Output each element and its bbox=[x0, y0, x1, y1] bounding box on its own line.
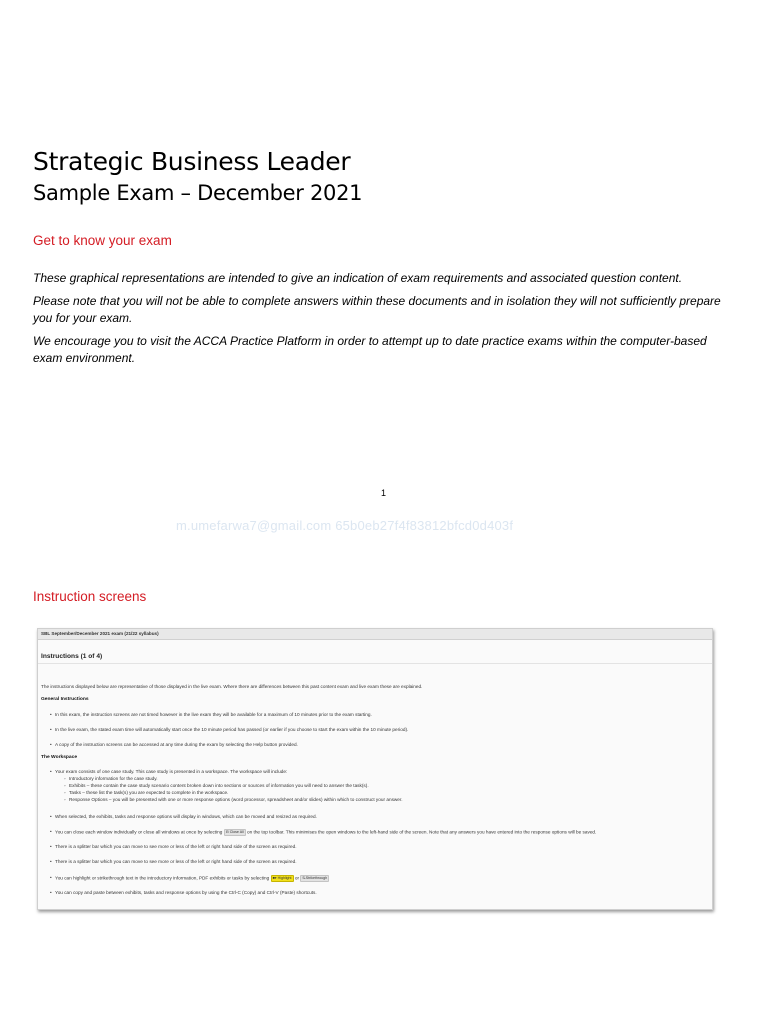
list-item bbox=[55, 875, 329, 882]
sub-list-item: ◦ Tasks – these list the task(s) you are expected to complete in the workspace. bbox=[69, 790, 228, 796]
list-item: • In this exam, the instruction screens are not timed however in the live exam they will be available for a maximum of 10 minutes prior to the exam starting. bbox=[55, 712, 372, 718]
sub-list-item: ◦ Response Options – you will be presented with one or more response options (word processor, spreadsheet and/or slides) within which to construct your answer. bbox=[69, 797, 403, 803]
close-all-label: Close All bbox=[229, 830, 244, 834]
list-item: • A copy of the instruction screens can be accessed at any time during the exam by selecting the Help button provided. bbox=[55, 742, 298, 748]
sub-list-item: ◦ Exhibits – these contain the case study scenario content broken down into sections or sources of information you will need to answer the task(s). bbox=[69, 783, 369, 789]
list-item: • There is a splitter bar which you can move to see more or less of the left or right hand side of the screen as required. bbox=[55, 859, 297, 865]
intro-paragraph-2: Please note that you will not be able to complete answers within these documents and in isolation they will not sufficiently prepare you for your exam. bbox=[33, 294, 721, 325]
instruction-screenshot bbox=[37, 628, 713, 910]
strikethrough-button[interactable] bbox=[300, 875, 329, 882]
section-heading-get-to-know: Get to know your exam bbox=[33, 233, 172, 248]
highlight-swatch-icon: ■ bbox=[272, 876, 275, 880]
highlight-label: Highlight bbox=[277, 876, 292, 880]
intro-text bbox=[33, 270, 733, 373]
list-item: • In the live exam, the stated exam time will automatically start once the 10 minute period has passed (or earlier if you choose to start the exam within the 10 minute period). bbox=[55, 727, 408, 733]
document-subtitle: Sample Exam – December 2021 bbox=[33, 181, 363, 205]
document-title: Strategic Business Leader bbox=[33, 147, 351, 176]
screenshot-heading: Instructions (1 of 4) bbox=[38, 640, 712, 664]
sub-list-item: ◦ Introductory information for the case study. bbox=[69, 776, 158, 782]
highlight-button[interactable]: ■▾ Highlight bbox=[272, 876, 292, 880]
strikethrough-icon: S̶ bbox=[302, 876, 305, 880]
screenshot-title-bar: SBL September/December 2021 exam (21/22 syllabus) bbox=[38, 629, 712, 640]
intro-paragraph-3: We encourage you to visit the ACCA Practice Platform in order to attempt up to date practice exams within the computer-based exam environment. bbox=[33, 334, 707, 365]
strikethrough-label: Strikethrough bbox=[305, 876, 328, 880]
list-item: • You can copy and paste between exhibits, tasks and response options by using the Ctrl-C (Copy) and Ctrl-V (Paste) shortcuts. bbox=[55, 890, 317, 896]
general-instructions-heading: General Instructions bbox=[41, 697, 89, 702]
watermark: m.umefarwa7@gmail.com 65b0eb27f4f83812bfcd0d403f bbox=[176, 518, 514, 533]
list-item bbox=[55, 829, 596, 836]
close-icon: ⊟ bbox=[225, 830, 229, 834]
close-all-text-before: You can close each window individually or close all windows at once by selecting bbox=[55, 829, 223, 835]
close-all-text-after: on the top toolbar. This minimises the open windows to the left-hand side of the screen. Note that any answers you have entered into the response options will be saved. bbox=[247, 829, 597, 835]
list-item: • There is a splitter bar which you can move to see more or less of the left or right hand side of the screen as required. bbox=[55, 844, 297, 850]
or-text: or bbox=[294, 875, 300, 881]
instructions-intro-line: The instructions displayed below are representative of those displayed in the live exam. Where there are differences between this past content exam and live exam these are explained. bbox=[41, 684, 423, 689]
intro-paragraph-1: These graphical representations are intended to give an indication of exam requirements and associated question content. bbox=[33, 271, 683, 285]
list-item: • When selected, the exhibits, tasks and response options will display in windows, which can be moved and resized as required. bbox=[55, 814, 317, 820]
highlight-text-before: You can highlight or strikethrough text in the introductory information, PDF exhibits or tasks by selecting bbox=[55, 875, 270, 881]
section-heading-instruction-screens: Instruction screens bbox=[33, 589, 147, 604]
close-all-button[interactable] bbox=[224, 829, 246, 836]
list-item: • Your exam consists of one case study. This case study is presented in a workspace. The workspace will include: bbox=[55, 769, 287, 775]
page-number: 1 bbox=[381, 488, 387, 498]
workspace-heading: The Workspace bbox=[41, 755, 78, 760]
